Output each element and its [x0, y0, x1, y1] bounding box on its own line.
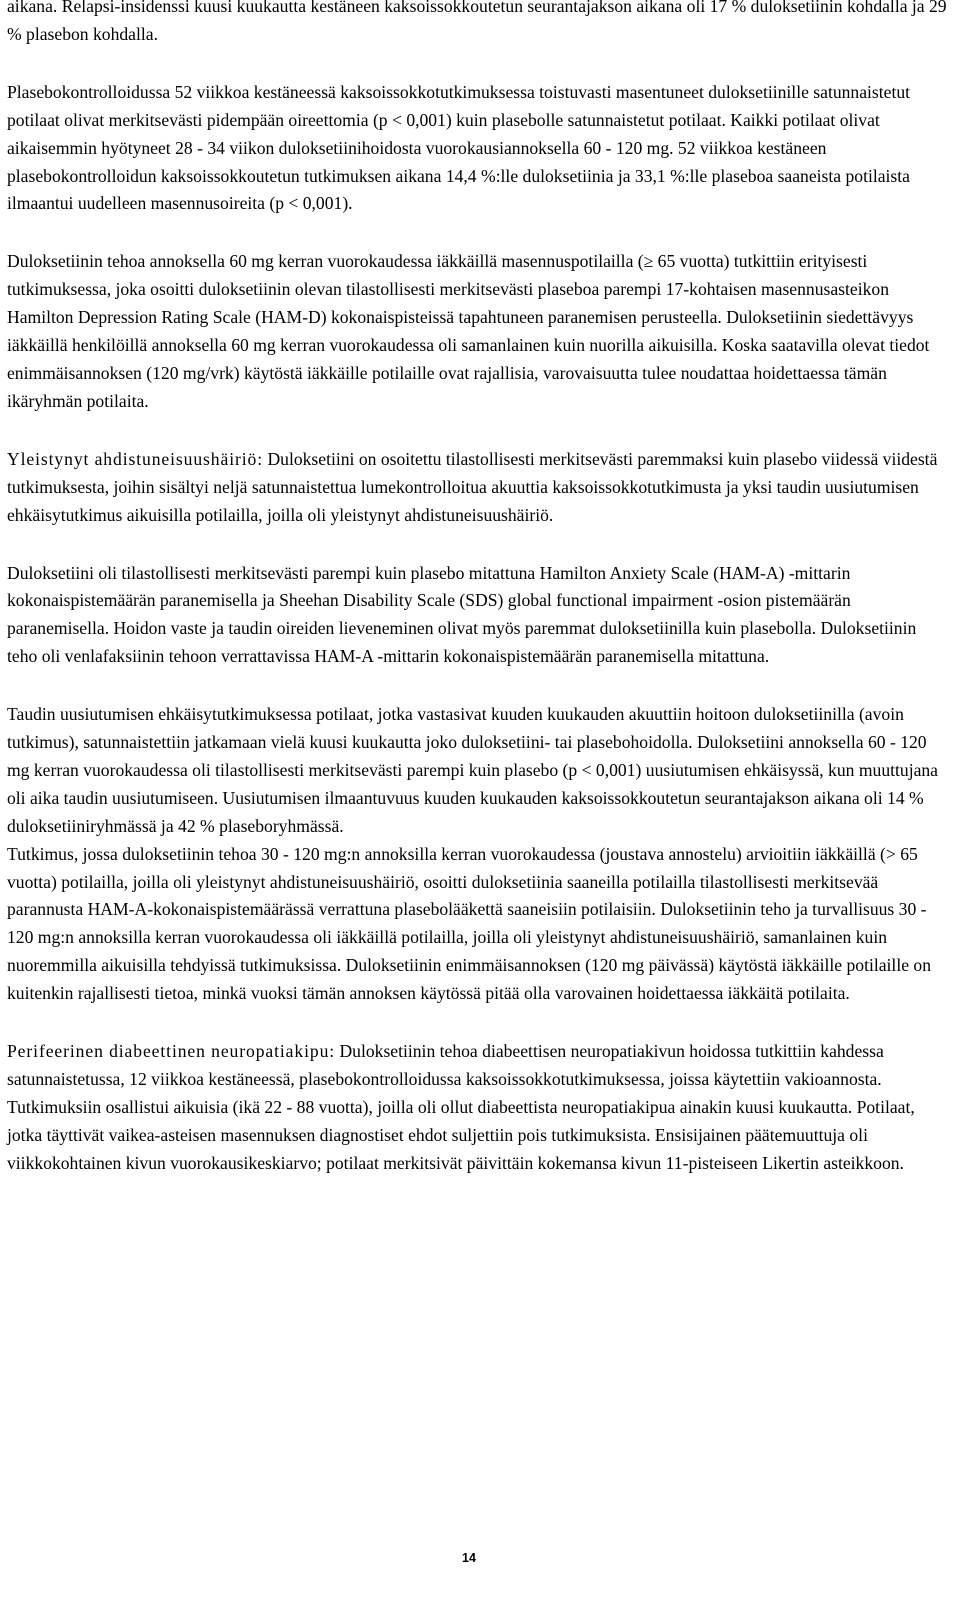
paragraph-elderly-anxiety-study: [7, 841, 947, 1008]
paragraph-text: Duloksetiini oli tilastollisesti merkitsevästi parempi kuin plasebo mitattuna Hamilton Anxiety Scale (HAM-A) -mittarin kokonaispistemäärän paranemisella ja Sheehan Disability Scale (SDS) global functional impairment -osion pistemäärän paranemisella. Hoidon vaste ja taudin oireiden lieveneminen olivat myös paremmat duloksetiinilla kuin plasebolla. Duloksetiinin teho oli venlafaksiinin tehoon verrattavissa HAM-A -mittarin kokonaispistemäärän paranemisella mitattuna.: [7, 562, 917, 667]
paragraph-text: Duloksetiinin tehoa diabeettisen neuropatiakivun hoidossa tutkittiin kahdessa satunnaistetussa, 12 viikkoa kestäneessä, plasebokontrolloidussa kaksoissokkotutkimuksessa, joissa käytettiin vakioannosta. Tutkimuksiin osallistui aikuisia (ikä 22 - 88 vuotta), joilla oli ollut diabeettista neuropatiakipua ainakin kuusi kuukautta. Potilaat, jotka täyttivät vaikea-asteisen masennuksen diagnostiset ehdot suljettiin pois tutkimuksista. Ensisijainen päätemuuttuja oli viikkokohtainen kivun vuorokausikeskiarvo; potilaat merkitsivät päivittäin kokemansa kivun 11-pisteiseen Likertin asteikkoon.: [7, 1041, 915, 1173]
document-body: [7, 0, 947, 1208]
paragraph-text: Duloksetiini on osoitettu tilastollisesti merkitsevästi paremmaksi kuin plasebo viidessä viidestä tutkimuksesta, joihin sisältyi neljä satunnaistettua lumekontrolloitua akuuttia kaksoissokkotutkimusta ja yksi taudin uusiutumisen ehkäisytutkimus aikuisilla potilailla, joilla oli yleistynyt ahdistuneisuushäiriö.: [7, 448, 938, 525]
page-number: 14: [462, 1551, 476, 1565]
section-lead-neuropathy: Perifeerinen diabeettinen neuropatiakipu:: [7, 1041, 336, 1062]
paragraph-elderly-depression: [7, 248, 947, 415]
paragraph-text: Taudin uusiutumisen ehkäisytutkimuksessa potilaat, jotka vastasivat kuuden kuukauden akuuttiin hoitoon duloksetiinilla (avoin tutkimus), satunnaistettiin jatkamaan vielä kuusi kuukautta joko duloksetiini- tai plasebohoidolla. Duloksetiini annoksella 60 - 120 mg kerran vuorokaudessa oli tilastollisesti merkitsevästi parempi kuin plasebo (p < 0,001) uusiutumisen ehkäisyssä, kun muuttujana oli aika taudin uusiutumiseen. Uusiutumisen ilmaantuvuus kuuden kuukauden kaksoissokkoutetun seurantajakson aikana oli 14 % duloksetiiniryhmässä ja 42 % plaseboryhmässä.: [7, 704, 938, 836]
paragraph-text: Tutkimus, jossa duloksetiinin tehoa 30 - 120 mg:n annoksilla kerran vuorokaudessa (joustava annostelu) arvioitiin iäkkäillä (> 65 vuotta) potilailla, joilla oli yleistynyt ahdistuneisuushäiriö, osoitti duloksetiinia saaneilla potilailla tilastollisesti merkitsevää parannusta HAM-A-kokonaispistemäärässä verrattuna plasebolääkettä saaneisiin potilaisiin. Duloksetiinin teho ja turvallisuus 30 - 120 mg:n annoksilla kerran vuorokaudessa oli iäkkäillä potilailla, joilla oli yleistynyt ahdistuneisuushäiriö, samanlainen kuin nuoremmilla aikuisilla tehdyissä tutkimuksissa. Duloksetiinin enimmäisannoksen (120 mg päivässä) käytöstä iäkkäille potilaille on kuitenkin rajallisesti tietoa, minkä vuoksi tämän annoksen käytössä pitää olla varovainen hoidettaessa iäkkäitä potilaita.: [7, 843, 932, 1004]
paragraph-relapse-prevention: [7, 701, 947, 841]
paragraph-text: Plasebokontrolloidussa 52 viikkoa kestäneessä kaksoissokkotutkimuksessa toistuvasti masentuneet duloksetiinille satunnaistetut potilaat olivat merkitsevästi pidempään oireettomia (p < 0,001) kuin plasebolle satunnaistetut potilaat. Kaikki potilaat olivat aikaisemmin hyötyneet 28 - 34 viikon duloksetiinihoidosta vuorokausiannoksella 60 - 120 mg. 52 viikkoa kestäneen plasebokontrolloidun kaksoissokkoutetun tutkimuksen aikana 14,4 %:lle duloksetiinia ja 33,1 %:lle plaseboa saaneista potilaista ilmaantui uudelleen masennusoireita (p < 0,001).: [7, 81, 911, 214]
paragraph-diabetic-neuropathic-pain: [7, 1038, 947, 1178]
paragraph-52-week-study: [7, 79, 947, 219]
paragraph-text: aikana. Relapsi-insidenssi kuusi kuukautta kestäneen kaksoissokkoutetun seurantajakson aikana oli 17 % duloksetiinin kohdalla ja 29 % plasebon kohdalla.: [7, 0, 947, 44]
paragraph-relapse-incidence: [7, 0, 947, 49]
section-lead-anxiety: Yleistynyt ahdistuneisuushäiriö:: [7, 448, 264, 469]
paragraph-text: Duloksetiinin tehoa annoksella 60 mg kerran vuorokaudessa iäkkäillä masennuspotilailla (≥ 65 vuotta) tutkittiin erityisesti tutkimuksessa, joka osoitti duloksetiinin olevan tilastollisesti merkitsevästi plaseboa parempi 17-kohtaisen masennusasteikon Hamilton Depression Rating Scale (HAM-D) kokonaispisteissä tapahtuneen paranemisen perusteella. Duloksetiinin siedettävyys iäkkäillä henkilöillä annoksella 60 mg kerran vuorokaudessa oli samanlainen kuin nuorilla aikuisilla. Koska saatavilla olevat tiedot enimmäisannoksen (120 mg/vrk) käytöstä iäkkäille potilaille ovat rajallisia, varovaisuutta tulee noudattaa hoidettaessa tämän ikäryhmän potilaita.: [7, 251, 930, 411]
paragraph-ham-a-results: [7, 560, 947, 672]
paragraph-generalized-anxiety: [7, 446, 947, 530]
